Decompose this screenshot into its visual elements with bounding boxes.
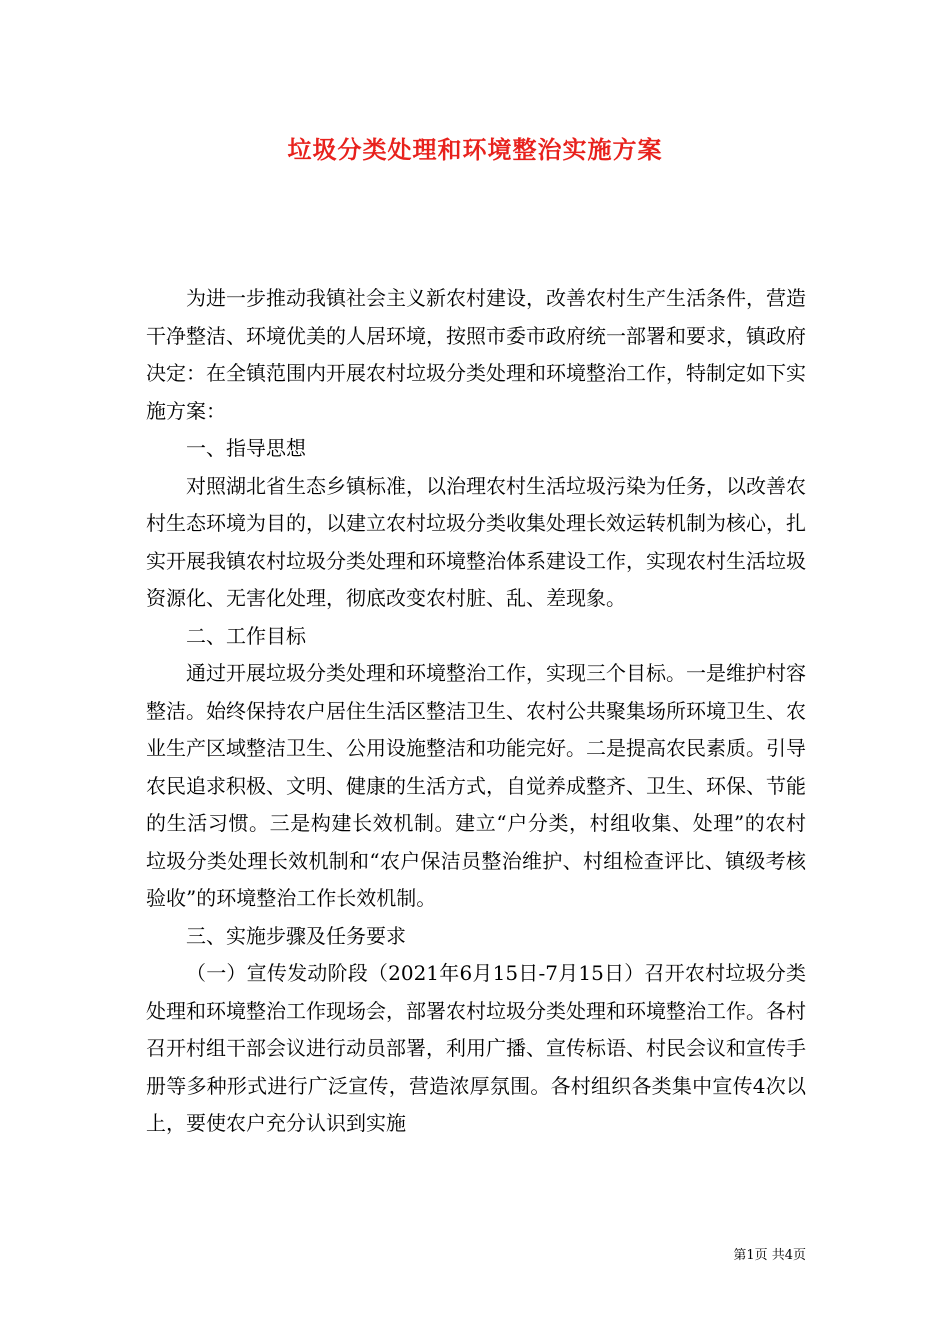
section-heading-implementation-steps: 三、实施步骤及任务要求 [186,923,406,948]
paragraph-guiding-ideology: 对照湖北省生态乡镇标准，以治理农村生活垃圾污染为任务，以改善农村生态环境为目的，以建立农村垃圾分类收集处理长效运转机制为核心，扎实开展我镇农村垃圾分类处理和环境整治体系建设工作，实现农村生活垃圾资源化、无害化处理，彻底改变农村脏、乱、差现象。 [146,473,806,610]
document-title: 垃圾分类处理和环境整治实施方案 [287,135,663,164]
section-heading-work-goals: 二、工作目标 [186,623,306,648]
paragraph-work-goals: 通过开展垃圾分类处理和环境整治工作，实现三个目标。一是维护村容整洁。始终保持农户居住生活区整洁卫生、农村公共聚集场所环境卫生、农业生产区域整洁卫生、公用设施整洁和功能完好。二是提高农民素质。引导农民追求积极、文明、健康的生活方式，自觉养成整齐、卫生、环保、节能的生活习惯。三是构建长效机制。建立“户分类，村组收集、处理”的农村垃圾分类处理长效机制和“农户保洁员整治维护、村组检查评比、镇级考核验收”的环境整治工作长效机制。 [146,661,806,910]
paragraph-publicity-stage: （一）宣传发动阶段（2021年6月15日-7月15日）召开农村垃圾分类处理和环境整治工作现场会，部署农村垃圾分类处理和环境整治工作。各村召开村组干部会议进行动员部署，利用广播、宣传标语、村民会议和宣传手册等多种形式进行广泛宣传，营造浓厚氛围。各村组织各类集中宣传4次以上，要使农户充分认识到实施 [146,961,806,1135]
document-body [146,280,806,1143]
paragraph-intro: 为进一步推动我镇社会主义新农村建设，改善农村生产生活条件，营造干净整洁、环境优美的人居环境，按照市委市政府统一部署和要求，镇政府决定：在全镇范围内开展农村垃圾分类处理和环境整治工作，特制定如下实施方案： [146,286,806,423]
section-heading-guiding-ideology: 一、指导思想 [186,436,306,460]
page-number: 第1页 共4页 [733,1248,806,1263]
